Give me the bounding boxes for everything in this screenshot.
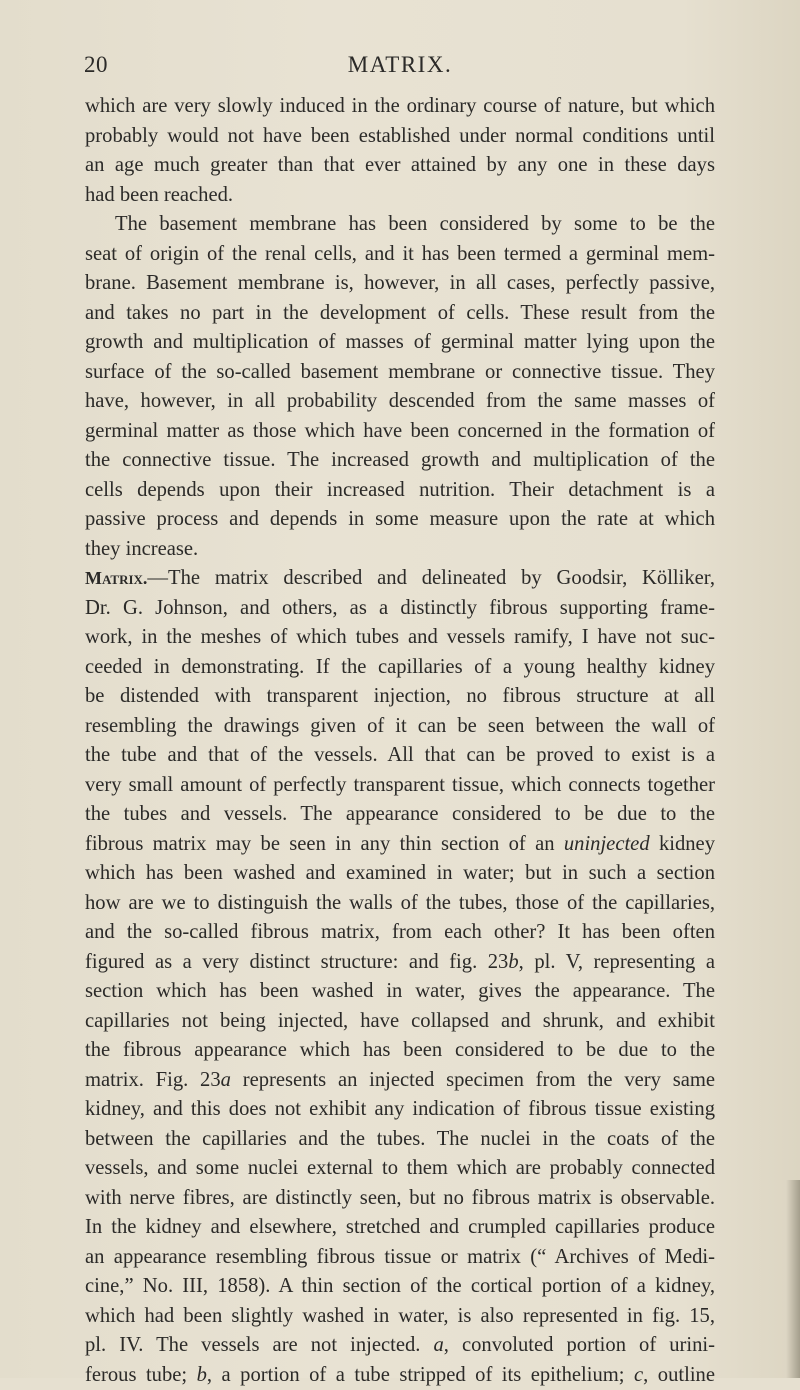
text-fragment: , pl. V, representing a [519,951,715,973]
text-fragment: , outline [643,1364,715,1386]
text-line [85,1066,715,1096]
body-text [85,92,715,1390]
text-fragment: fibrous matrix may be seen in any thin section of an [85,833,564,855]
text-line: how are we to distinguish the walls of the tubes, those of the capillaries, [85,889,715,919]
text-line: they increase. [85,535,715,565]
text-line: The basement membrane has been considered by some to be the [85,210,715,240]
text-line: kidney, and this does not exhibit any indication of fibrous tissue existing [85,1095,715,1125]
text-line: ceeded in demonstrating. If the capillaries of a young healthy kidney [85,653,715,683]
side-heading: Matrix. [85,568,147,588]
text-line: vessels, and some nuclei external to them which are probably connected [85,1154,715,1184]
text-fragment: matrix. Fig. 23 [85,1069,221,1091]
text-line: seat of origin of the renal cells, and it has been termed a germinal mem- [85,240,715,270]
text-line: cells depends upon their increased nutrition. Their detachment is a [85,476,715,506]
text-fragment: , a portion of a tube stripped of its epithelium; [207,1364,634,1386]
text-line: the fibrous appearance which has been considered to be due to the [85,1036,715,1066]
text-line: work, in the meshes of which tubes and vessels ramify, I have not suc- [85,623,715,653]
text-line: have, however, in all probability descended from the same masses of [85,387,715,417]
text-line: brane. Basement membrane is, however, in all cases, perfectly passive, [85,269,715,299]
text-line: growth and multiplication of masses of germinal matter lying upon the [85,328,715,358]
text-line: surface of the so-called basement membrane or connective tissue. They [85,358,715,388]
text-line: and takes no part in the development of cells. These result from the [85,299,715,329]
text-line: the connective tissue. The increased growth and multiplication of the [85,446,715,476]
page-number: 20 [84,52,108,78]
text-line: cine,” No. III, 1858). A thin section of the cortical portion of a kidney, [85,1272,715,1302]
text-line: very small amount of perfectly transparent tissue, which connects together [85,771,715,801]
italic-term: a [433,1334,443,1356]
text-line: resembling the drawings given of it can be seen between the wall of [85,712,715,742]
italic-term: b [197,1364,207,1386]
text-fragment: , convoluted portion of urini- [444,1334,715,1356]
text-fragment: kidney [650,833,715,855]
text-line: which had been slightly washed in water, is also represented in fig. 15, [85,1302,715,1332]
text-line: an appearance resembling fibrous tissue or matrix (“ Archives of Medi- [85,1243,715,1273]
text-line: the tube and that of the vessels. All that can be proved to exist is a [85,741,715,771]
text-fragment: represents an injected specimen from the very same [231,1069,715,1091]
text-line [85,1361,715,1390]
italic-term: c [634,1364,643,1386]
page-header [0,52,800,82]
text-line: had been reached. [85,181,715,211]
text-line: and the so-called fibrous matrix, from each other? It has been often [85,918,715,948]
text-line: section which has been washed in water, gives the appearance. The [85,977,715,1007]
text-line: In the kidney and elsewhere, stretched and crumpled capillaries produce [85,1213,715,1243]
text-line: Dr. G. Johnson, and others, as a distinctly fibrous supporting frame- [85,594,715,624]
text-line: the tubes and vessels. The appearance considered to be due to the [85,800,715,830]
italic-term: uninjected [564,833,650,855]
text-line: capillaries not being injected, have collapsed and shrunk, and exhibit [85,1007,715,1037]
text-line: probably would not have been established under normal conditions until [85,122,715,152]
text-line: passive process and depends in some measure upon the rate at which [85,505,715,535]
text-line [85,948,715,978]
text-line: an age much greater than that ever attained by any one in these days [85,151,715,181]
italic-term: a [221,1069,231,1091]
text-fragment: —The matrix described and delineated by Goodsir, Kölliker, [147,567,715,589]
page-edge-shadow [786,1180,800,1378]
text-fragment: ferous tube; [85,1364,197,1386]
italic-term: b [508,951,518,973]
text-line: be distended with transparent injection, no fibrous structure at all [85,682,715,712]
text-line [85,564,715,594]
text-line: which are very slowly induced in the ordinary course of nature, but which [85,92,715,122]
text-line: germinal matter as those which have been concerned in the formation of [85,417,715,447]
text-fragment: figured as a very distinct structure: and fig. 23 [85,951,508,973]
text-line: between the capillaries and the tubes. The nuclei in the coats of the [85,1125,715,1155]
text-line [85,1331,715,1361]
text-line [85,830,715,860]
running-head: MATRIX. [0,52,800,78]
text-line: which has been washed and examined in water; but in such a section [85,859,715,889]
text-fragment: pl. IV. The vessels are not injected. [85,1334,433,1356]
text-line: with nerve fibres, are distinctly seen, but no fibrous matrix is observable. [85,1184,715,1214]
